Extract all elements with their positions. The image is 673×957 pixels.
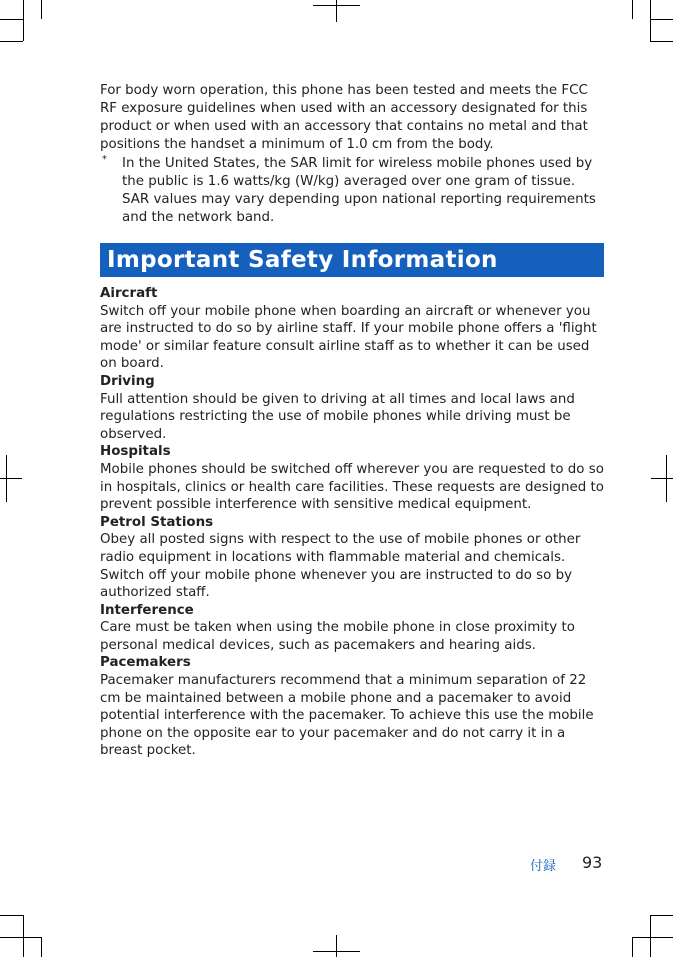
safety-item-aircraft bbox=[100, 285, 604, 373]
item-body: Full attention should be given to driving at all times and local laws and regulations restricting the use of mobile phones while driving must be observed. bbox=[100, 391, 575, 442]
item-title: Driving bbox=[100, 373, 155, 389]
item-title: Pacemakers bbox=[100, 655, 191, 671]
item-title: Aircraft bbox=[100, 286, 158, 301]
page-number: 93 bbox=[582, 853, 603, 872]
item-body: Care must be taken when using the mobile phone in close proximity to personal medical devices, such as pacemakers and hearing aids. bbox=[100, 620, 575, 653]
crop-mark bbox=[650, 0, 651, 41]
item-title: Interference bbox=[100, 602, 194, 618]
footer-section-label: 付録 bbox=[530, 859, 557, 874]
crop-mark bbox=[6, 455, 7, 502]
crop-mark bbox=[336, 0, 337, 22]
intro-paragraph: For body worn operation, this phone has been tested and meets the FCC RF exposure guidelines when used with an accessory designated for this product or when used with an accessory that contains no metal and that positions the handset a minimum of 1.0 cm from the body. bbox=[100, 83, 588, 152]
section-header: Important Safety Information bbox=[100, 243, 604, 277]
page-content bbox=[100, 82, 604, 760]
sar-footnote bbox=[100, 155, 604, 227]
item-body: Obey all posted signs with respect to the use of mobile phones or other radio equipment in locations with flammable material and chemicals. Switch off your mobile phone whenever you are instructed to do so by authorized staff. bbox=[100, 532, 581, 601]
safety-item-driving bbox=[100, 373, 604, 443]
safety-item-petrol-stations bbox=[100, 514, 604, 602]
crop-mark bbox=[23, 915, 24, 957]
crop-mark bbox=[632, 0, 633, 19]
safety-items bbox=[100, 285, 604, 760]
crop-mark bbox=[666, 455, 667, 502]
crop-mark bbox=[650, 41, 673, 42]
crop-mark bbox=[0, 19, 23, 20]
crop-mark bbox=[651, 478, 673, 479]
crop-mark bbox=[632, 937, 673, 938]
item-title: Hospitals bbox=[100, 444, 171, 460]
footnote-marker: * bbox=[102, 154, 107, 165]
safety-item-pacemakers bbox=[100, 654, 604, 760]
crop-mark bbox=[0, 915, 23, 916]
crop-mark bbox=[336, 935, 337, 957]
safety-item-hospitals bbox=[100, 443, 604, 513]
crop-mark bbox=[0, 41, 23, 42]
item-title: Petrol Stations bbox=[100, 514, 214, 530]
crop-mark bbox=[41, 0, 42, 19]
footnote-text: In the United States, the SAR limit for wireless mobile phones used by the public is 1.6 watts/kg (W/kg) averaged over one gram of tissue. SAR values may vary depending upon national reporting requirements and the network band. bbox=[122, 156, 596, 225]
crop-mark bbox=[650, 19, 673, 20]
safety-item-interference bbox=[100, 602, 604, 655]
crop-mark bbox=[632, 937, 633, 957]
crop-mark bbox=[0, 937, 41, 938]
item-body: Pacemaker manufacturers recommend that a minimum separation of 22 cm be maintained between a mobile phone and a pacemaker to avoid potential interference with the pacemaker. To achieve this use the mobile phone on the opposite ear to your pacemaker and do not carry it in a breast pocket. bbox=[100, 673, 594, 759]
item-body: Switch off your mobile phone when boarding an aircraft or whenever you are instructed to do so by airline staff. If your mobile phone offers a 'flight mode' or similar feature consult airline staff as to whether it can be used on board. bbox=[100, 303, 597, 372]
crop-mark bbox=[0, 478, 22, 479]
item-body: Mobile phones should be switched off wherever you are requested to do so in hospitals, clinics or health care facilities. These requests are designed to prevent possible interference with sensitive medical equipment. bbox=[100, 461, 604, 513]
crop-mark bbox=[650, 915, 651, 957]
crop-mark bbox=[23, 0, 24, 41]
crop-mark bbox=[41, 937, 42, 957]
crop-mark bbox=[650, 915, 673, 916]
